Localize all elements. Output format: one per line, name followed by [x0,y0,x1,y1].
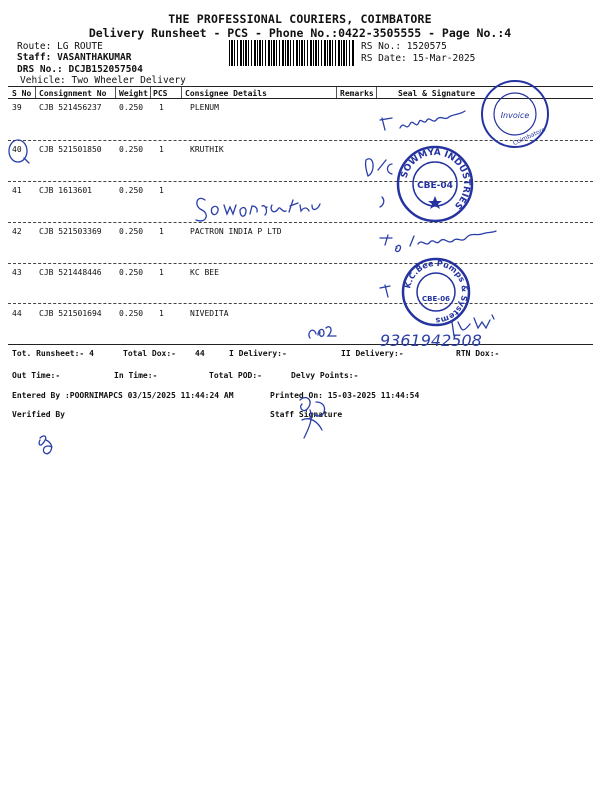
svg-text:Invoice: Invoice [500,111,530,120]
staff-value: VASANTHAKUMAR [57,52,132,63]
svg-text:CBE-04: CBE-04 [417,181,453,191]
drs-value: DCJB152057504 [68,64,143,75]
col-pcs: PCS [153,89,168,98]
row-consignee: NIVEDITA [190,309,229,318]
row-consignment: CJB 521456237 [39,103,102,112]
rtn-dox: RTN Dox:- [456,349,500,358]
row-consignment: CJB 521501694 [39,309,102,318]
row-sno: 43 [12,268,22,277]
row-pcs: 1 [159,227,164,236]
row-weight: 0.250 [119,145,144,154]
col-seal-signature: Seal & Signature [398,89,476,98]
row-consignment: CJB 521501850 [39,145,102,154]
total-pod: Total POD:- [209,371,262,380]
row-sno: 42 [12,227,22,236]
row-consignee: PACTRON INDIA P LTD [190,227,282,236]
row-weight: 0.250 [119,103,144,112]
total-dox-value: 44 [195,349,205,358]
col-weight: Weight [119,89,148,98]
row-sno: 39 [12,103,22,112]
row-sno: 44 [12,309,22,318]
svg-text:9361942508: 9361942508 [380,331,482,350]
col-consignment: Consignment No [39,89,107,98]
rs-date: RS Date: 15-Mar-2025 [361,53,476,64]
row-sno: 40 [12,145,22,154]
row-consignee: KRUTHIK [190,145,224,154]
col-remarks: Remarks [340,89,374,98]
col-consignee: Consignee Details [185,89,267,98]
entered-by: Entered By :POORNIMAPCS 03/15/2025 11:44:24 AM [12,391,234,400]
row-pcs: 1 [159,309,164,318]
row-consignee: KC BEE [190,268,219,277]
route-text: Route: LG ROUTE [17,41,103,52]
in-time: In Time:- [114,371,158,380]
row-weight: 0.250 [119,268,144,277]
out-time: Out Time:- [12,371,61,380]
delvy-points: Delvy Points:- [291,371,359,380]
svg-text:Coimbatore: Coimbatore [512,126,547,148]
row-weight: 0.250 [119,227,144,236]
i-delivery: I Delivery:- [229,349,287,358]
total-runsheet: Tot. Runsheet:- 4 [12,349,94,358]
row-weight: 0.250 [119,309,144,318]
row-sno: 41 [12,186,22,195]
total-dox-label: Total Dox:- [123,349,176,358]
verified-by: Verified By [12,410,65,419]
row-consignment: CJB 1613601 [39,186,92,195]
svg-text:CBE-06: CBE-06 [422,295,450,303]
row-pcs: 1 [159,145,164,154]
row-pcs: 1 [159,103,164,112]
svg-text:SOWMYA INDUSTRIES: SOWMYA INDUSTRIES [399,147,472,211]
row-pcs: 1 [159,186,164,195]
staff-label: Staff: [17,52,52,63]
row-pcs: 1 [159,268,164,277]
staff-signature-label: Staff Signature [270,410,343,419]
rs-number: RS No.: 1520575 [361,41,447,52]
row-consignment: CJB 521448446 [39,268,102,277]
drs-label: DRS No.: [17,64,63,75]
col-sno: S No [12,89,32,98]
vehicle-text: Vehicle: Two Wheeler Delivery [20,75,186,86]
row-consignment: CJB 521503369 [39,227,102,236]
ii-delivery: II Delivery:- [341,349,404,358]
row-consignee: PLENUM [190,103,219,112]
runsheet-subtitle: Delivery Runsheet - PCS - Phone No.:0422-3505555 - Page No.:4 [88,26,512,40]
row-weight: 0.250 [119,186,144,195]
svg-text:K.C.Bee Pumps & Systems: K.C.Bee Pumps & Systems [403,258,470,326]
printed-on: Printed On: 15-03-2025 11:44:54 [270,391,420,400]
company-title: THE PROFESSIONAL COURIERS, COIMBATORE [168,12,432,26]
